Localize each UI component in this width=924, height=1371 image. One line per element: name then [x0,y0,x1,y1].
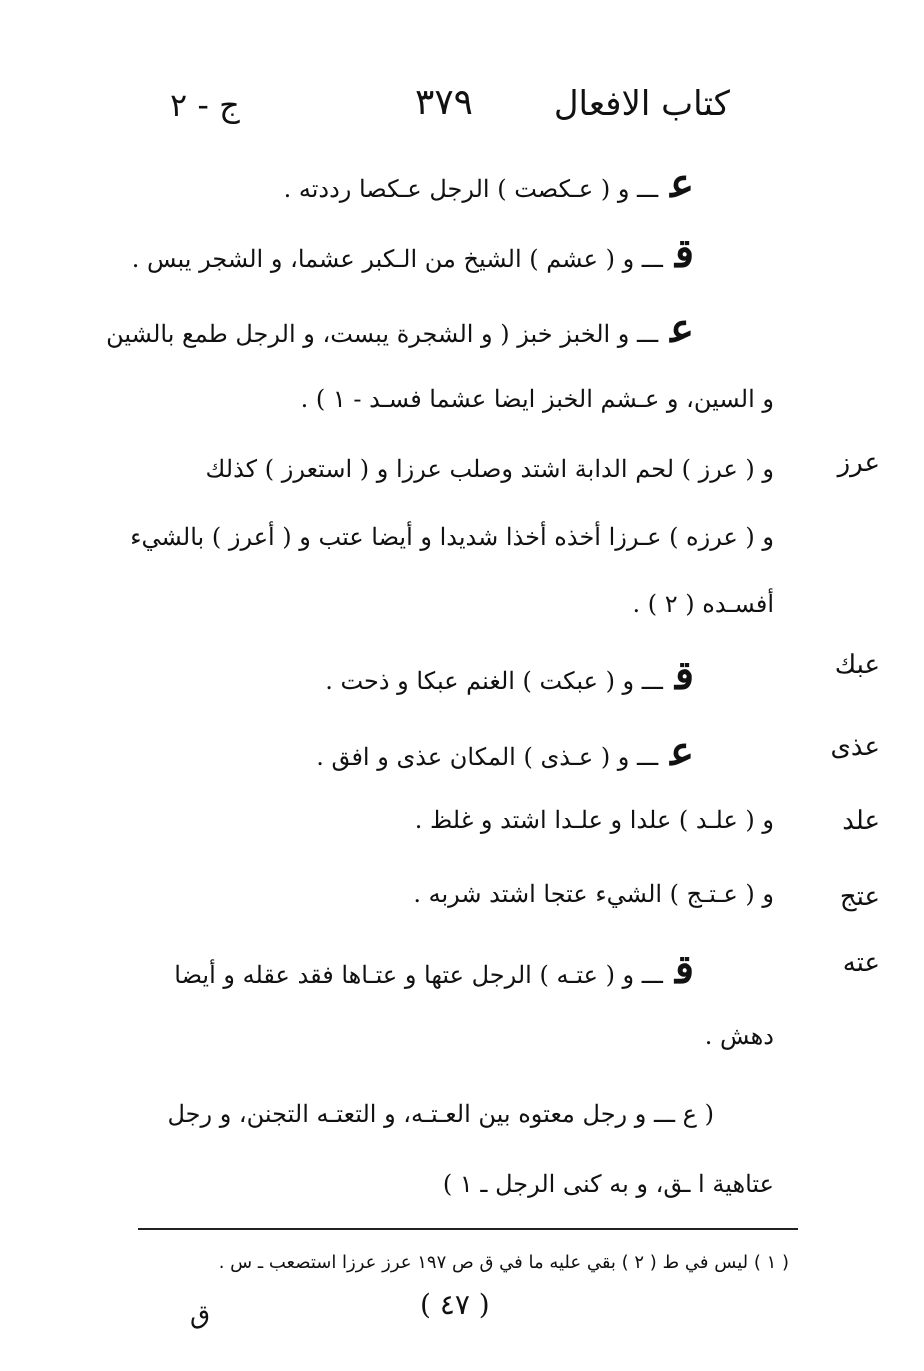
line-text: ـــ و ( عشم ) الشيخ من الـكبر عشما، و الشجر يبس . [131,245,663,273]
text-line [284,160,694,207]
margin-root-label: علد [842,806,880,836]
footnote: ( ١ ) ليس في ط ( ٢ ) بقي عليه ما في ق ص ١٩٧ عرز عرزا استصعب ـ س . [218,1252,789,1273]
line-text: و ( علـد ) علدا و علـدا اشتد و غلظ . [414,806,774,834]
line-text: و ( عرزه ) عـرزا أخذه أخذا شديدا و أيضا عتب و ( أعرز ) بالشيء [130,523,774,551]
sheet-number: ( ٤٧ ) [420,1288,490,1321]
line-text: ـــ و ( عتـه ) الرجل عتها و عتـاها فقد عقله و أيضا [174,961,663,989]
source-marker: ق [674,946,694,993]
line-text: أفسـده ( ٢ ) . [632,590,774,618]
text-line [632,590,774,618]
signature-mark: ق [190,1300,211,1330]
margin-root-label: عتج [839,882,880,912]
text-line [130,523,774,551]
text-line [443,1170,774,1198]
line-text: دهش . [704,1022,774,1050]
page-header [150,78,790,128]
line-text: و ( عـتـج ) الشيء عتجا اشتد شربه . [413,880,774,908]
line-text: ـــ و الخبز خبز ( و الشجرة يبست، و الرجل طمع بالشين [106,320,659,348]
text-line [413,880,774,908]
line-text: و السين، و عـشم الخبز ايضا عشما فسـد - ١ ) . [300,385,774,413]
text-line [316,728,694,775]
volume-label: ج - ٢ [170,86,240,124]
text-line [167,1100,714,1128]
line-text: ـــ و ( عـذى ) المكان عذى و افق . [316,743,659,771]
text-line [705,1022,774,1050]
text-line [106,305,694,352]
margin-root-label: عبك [834,650,880,680]
line-text: ـــ و ( عبكت ) الغنم عبكا و ذحت . [325,667,663,695]
source-marker: ع [670,160,694,207]
text-line [301,385,774,413]
text-line [132,230,694,277]
text-line [325,652,694,699]
page-number: ٣٧٩ [415,82,474,123]
line-text: ـــ و ( عـكصت ) الرجل عـكصا رددته . [283,175,659,203]
text-line [174,946,694,993]
text-line [206,455,774,483]
margin-root-label: عرز [837,448,880,478]
margin-root-label: عذى [830,732,880,762]
line-text: عتاهية ا ـق، و به كنى الرجل ـ ١ ) [442,1170,774,1198]
source-marker: ق [674,230,694,277]
book-title: كتاب الافعال [553,84,730,124]
margin-root-label: عته [842,948,880,978]
line-text: و ( عرز ) لحم الدابة اشتد وصلب عرزا و ( استعرز ) كذلك [205,455,774,483]
source-marker: ع [670,305,694,352]
line-text: ( ع ـــ و رجل معتوه بين العـتـه، و التعتـه التجنن، و رجل [167,1100,714,1128]
footnote-divider [138,1228,798,1230]
source-marker: ق [674,652,694,699]
source-marker: ع [670,728,694,775]
text-line [415,806,774,834]
